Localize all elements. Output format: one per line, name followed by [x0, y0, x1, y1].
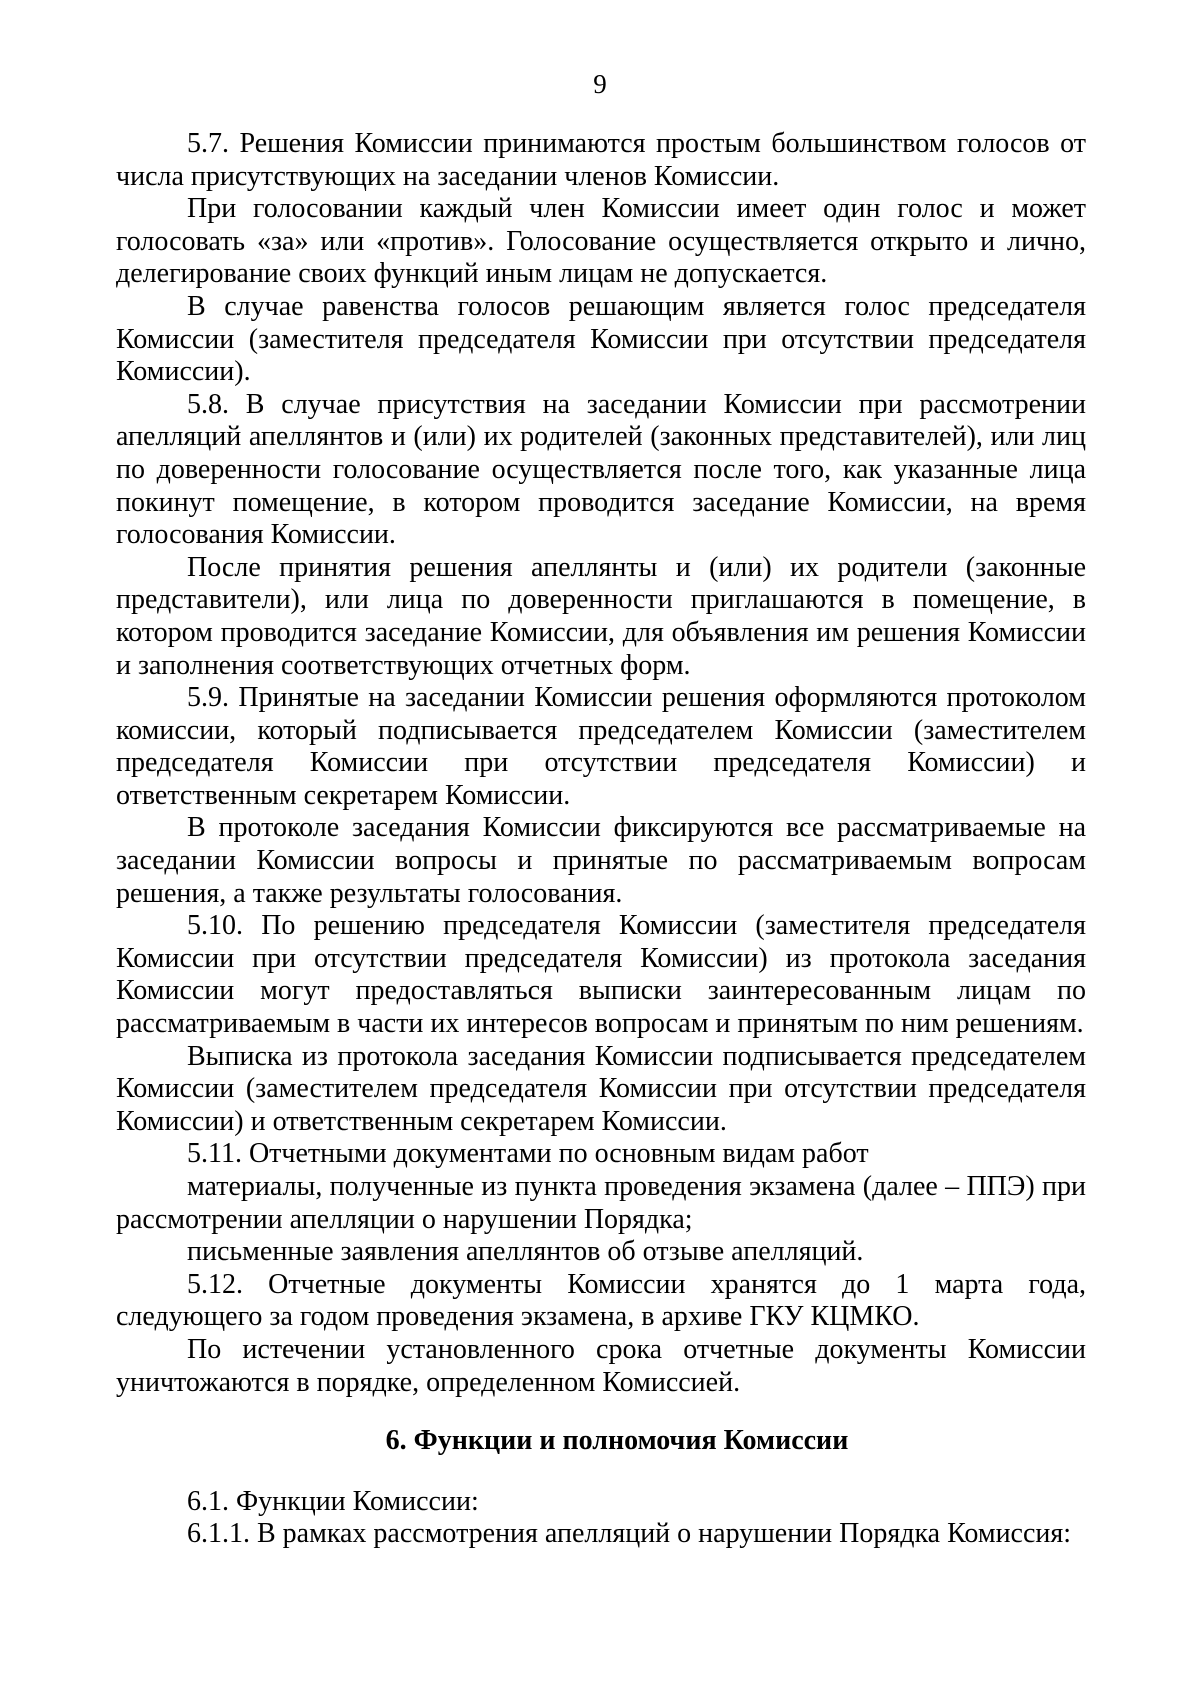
- paragraph-after-decision: После принятия решения апеллянты и (или) их родители (законные представители), или лица по доверенности приглашаются в помещение, в котором проводится заседание Комиссии, для объявления им решения Комиссии и заполнения соответствующих отчетных форм.: [116, 551, 1086, 681]
- paragraph-6-1-1: 6.1.1. В рамках рассмотрения апелляций о нарушении Порядка Комиссия:: [187, 1518, 1072, 1550]
- paragraph-6-1: 6.1. Функции Комиссии:: [187, 1485, 479, 1517]
- paragraph-materials: материалы, полученные из пункта проведения экзамена (далее – ППЭ) при рассмотрении апелляции о нарушении Порядка;: [116, 1171, 1086, 1235]
- paragraph-5-7: 5.7. Решения Комиссии принимаются простым большинством голосов от числа присутствующих на заседании членов Комиссии.: [116, 128, 1086, 192]
- document-body: [116, 128, 1086, 1551]
- paragraph-5-12: 5.12. Отчетные документы Комиссии хранятся до 1 марта года, следующего за годом проведения экзамена, в архиве ГКУ КЦМКО.: [116, 1268, 1086, 1333]
- paragraph-voting: При голосовании каждый член Комиссии имеет один голос и может голосовать «за» или «против». Голосование осуществляется открыто и лично, делегирование своих функций иным лицам не допускается.: [116, 193, 1086, 290]
- paragraph-5-9: 5.9. Принятые на заседании Комиссии решения оформляются протоколом комиссии, который подписывается председателем Комиссии (заместителем председателя Комиссии при отсутствии председателя Комиссии) и ответственным секретарем Комиссии.: [116, 682, 1086, 811]
- paragraph-equal-votes: В случае равенства голосов решающим является голос председателя Комиссии (заместителя председателя Комиссии при отсутствии председателя Комиссии).: [116, 290, 1086, 388]
- paragraph-5-8: 5.8. В случае присутствия на заседании Комиссии при рассмотрении апелляций апеллянтов и (или) их родителей (законных представителей), или лиц по доверенности голосование осуществляется после того, как указанные лица покинут помещение, в котором проводится заседание Комиссии, на время голосования Комиссии.: [116, 388, 1086, 551]
- paragraph-5-10: 5.10. По решению председателя Комиссии (заместителя председателя Комиссии при отсутствии председателя Комиссии) из протокола заседания Комиссии могут предоставляться выписки заинтересованным лицам по рассматриваемым в части их интересов вопросам и принятым по ним решениям.: [116, 910, 1086, 1040]
- paragraph-extract: Выписка из протокола заседания Комиссии подписывается председателем Комиссии (заместителем председателя Комиссии при отсутствии председателя Комиссии) и ответственным секретарем Комиссии.: [116, 1040, 1086, 1137]
- paragraph-5-11: 5.11. Отчетными документами по основным видам работ: [187, 1138, 869, 1170]
- paragraph-applications: письменные заявления апеллянтов об отзыве апелляций.: [187, 1236, 864, 1268]
- page-number: 9: [593, 69, 607, 99]
- section-heading: 6. Функции и полномочия Комиссии: [385, 1425, 849, 1457]
- paragraph-destruction: По истечении установленного срока отчетные документы Комиссии уничтожаются в порядке, определенном Комиссией.: [116, 1333, 1086, 1398]
- paragraph-protocol: В протоколе заседания Комиссии фиксируются все рассматриваемые на заседании Комиссии вопросы и принятые по рассматриваемым вопросам решения, а также результаты голосования.: [116, 812, 1086, 909]
